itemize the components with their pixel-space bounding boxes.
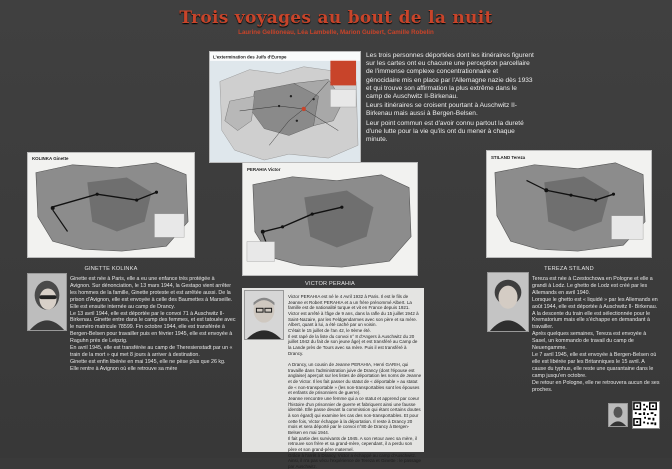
name-label-tereza: TEREZA STILAND	[486, 266, 652, 272]
perahia-map-caption: PERAHIA Victor	[247, 167, 281, 172]
bio-paragraph: Ginette est née à Paris, elle a eu une enfance très protégée à Avignon. Sur dénonciation, le 13 mars 1944, la Gestapo vient arrêter les hommes de la famille, Ginette proteste et est arrêtée aussi. De la prison d'Avignon, elle est envoyée à celle des Baumettes à Marseille. Elle est ensuite internée au camp de Drancy.	[70, 276, 236, 311]
name-label-ginette: GINETTE KOLINKA	[27, 266, 195, 272]
tereza-portrait	[487, 272, 529, 332]
footer-photo	[608, 403, 628, 427]
victor-portrait	[244, 290, 284, 340]
intro-paragraph: Les trois personnes déportées dont les itinéraires figurent sur les cartes ont eu chacune une perception parcellaire de l'immense complexe concentrationnaire et génocidaire mis en place par l'Allemagne nazie dès 1933 et qui trouve son affirmation la plus extrême dans le camp de Auschwitz II-Birkenau.	[366, 52, 534, 101]
bio-paragraph: Tereza est née à Czestochowa en Pologne et elle a grandi à Lodz. Le ghetto de Lodz est créé par les Allemands en avril 1940.	[532, 276, 660, 297]
qr-code-icon[interactable]	[632, 401, 660, 429]
poster-authors: Laurine Gellioneau, Léa Lambelle, Marion Guibert, Camille Robelin	[0, 29, 672, 36]
bio-paragraph: Grâce à l'arrêt à Drancy, Victor a échappé au camp d'Auschwitz. Ainsi, il n'a pas vécu l'expérience de Tereza et Ginette : le passage par Auschwitz.	[288, 453, 422, 469]
ginette-portrait	[27, 273, 67, 331]
intro-paragraph: Leurs itinéraires se croisent pourtant à Auschwitz II-Birkenau mais aussi à Bergen-Belsen.	[366, 102, 534, 118]
bio-paragraph: Victor PERAHIA est né le 4 Avril 1932 à Paris. Il est le fils de Jeanne et Robert PERAHIA et a un frère prénommé Albert. La famille est de nationalité turque et vit en France depuis 1921.	[288, 294, 422, 311]
bio-paragraph: Après quelques semaines, Tereza est envoyée à Sasel, un kommando de travail du camp de Neuengamme.	[532, 331, 660, 352]
kolinka-itinerary-map	[27, 152, 195, 258]
name-label-victor: VICTOR PERAHIA	[242, 281, 418, 287]
poster-title: Trois voyages au bout de la nuit	[0, 8, 672, 28]
kolinka-map-caption: KOLINKA Ginette	[32, 156, 69, 161]
bio-paragraph: En avril 1945, elle est transférée au camp de Theresienstadt par un « train de la mort » qui met 8 jours à arriver à destination.	[70, 345, 236, 359]
bio-paragraph: A Drancy, un cousin de Jeanne PERAHIA, Henri GARIH, qui travaille dans l'administration juive de Drancy (dont l'épouse est anglaise) aperçoit sur les listes de déportation les noms de Jeanne et de Victor. Il les fait passer du statut de « déportable » au statut de « non-transportable » (les non-transportables sont les épouses et enfants de prisonniers de guerre).	[288, 362, 422, 396]
stiland-itinerary-map	[486, 150, 652, 258]
bio-paragraph: C'était le 15 juillet de l'an 42, le 9ème été.	[288, 328, 422, 334]
bio-paragraph: Ginette est enfin libérée en mai 1945, elle ne pèse plus que 26 kg.	[70, 359, 236, 366]
victor-bio	[288, 294, 422, 356]
tereza-bio	[532, 276, 660, 393]
bio-paragraph: Il fait partie des survivants de 1945. A son retour avec sa mère, il retrouve son frère et sa grand-mère, cependant, il a perdu son père et son grand-père maternel.	[288, 436, 422, 453]
bio-paragraph: Lorsque le ghetto est « liquidé » par les Allemands en août 1944, elle est déportée à Auschwitz II- Birkenau. A la descente du train elle est sélectionnée pour le Krematorium mais elle s'échappe en demandant à travailler.	[532, 297, 660, 332]
bio-paragraph: Elle rentre à Avignon où elle retrouve sa mère	[70, 366, 236, 373]
bio-paragraph: Jeanne rencontre une femme qui a ce statut et apprend par coeur l'histoire d'un prisonnier de guerre et fabriquent ainsi une fausse identité. Elle passe devant la commission qui étant certains doutes à son égard) qui examine les cas des non-transportables. Et pour cette fois, Victor échappe à la déportation. Il reste à Drancy 20 mois et sera déporté par le convoi n°80 de Drancy à Bergen-Belsen en mai 1944.	[288, 396, 422, 436]
bio-paragraph: De retour en Pologne, elle ne retrouvera aucun de ses proches.	[532, 380, 660, 394]
bio-paragraph: Le 13 avril 1944, elle est déportée par le convoi 71 à Auschwitz II- Birkenau. Ginette entre dans le camp des femmes, et est tatouée avec le numéro matricule 78599. Fin octobre 1944, elle est transférée à Bergen-Belsen pour travailler puis en février 1945, elle est envoyée à Raguhn près de Leipzig.	[70, 311, 236, 346]
europe-map	[209, 51, 361, 163]
perahia-itinerary-map	[242, 162, 418, 276]
intro-paragraph: Leur point commun est d'avoir connu partout la dureté d'une lutte pour la vie qu'ils ont du mener à chaque minute.	[366, 120, 534, 145]
stiland-map-caption: STILAND Tereza	[491, 155, 526, 160]
europe-map-caption: L'extermination des Juifs d'Europe	[213, 54, 287, 59]
bio-paragraph: Le 7 avril 1945, elle est envoyée à Bergen-Belsen où elle est libérée par les Britanniques le 15 avril. A cause du typhus, elle reste une quarantaine dans le camp jusqu'en octobre.	[532, 352, 660, 380]
bio-paragraph: Victor est arrêté à l'âge de 9 ans, dans la rafle du 15 juillet 1942 à Saint-Nazaire, par les Feldgendarmes avec son père et sa mère. Albert, quant à lui, a été caché par un voisin.	[288, 311, 422, 328]
victor-bio-continued	[288, 362, 422, 469]
bio-paragraph: Il est rapé de la liste du convoi n° 8 d'Angers à Auschwitz du 20 juillet 1942 du fait de son jeune âge) et est transféré au Camp de la Lande près de Tours avec sa mère. Puis il est transféré à Drancy.	[288, 334, 422, 357]
ginette-bio	[70, 276, 236, 373]
intro-text	[366, 52, 534, 145]
